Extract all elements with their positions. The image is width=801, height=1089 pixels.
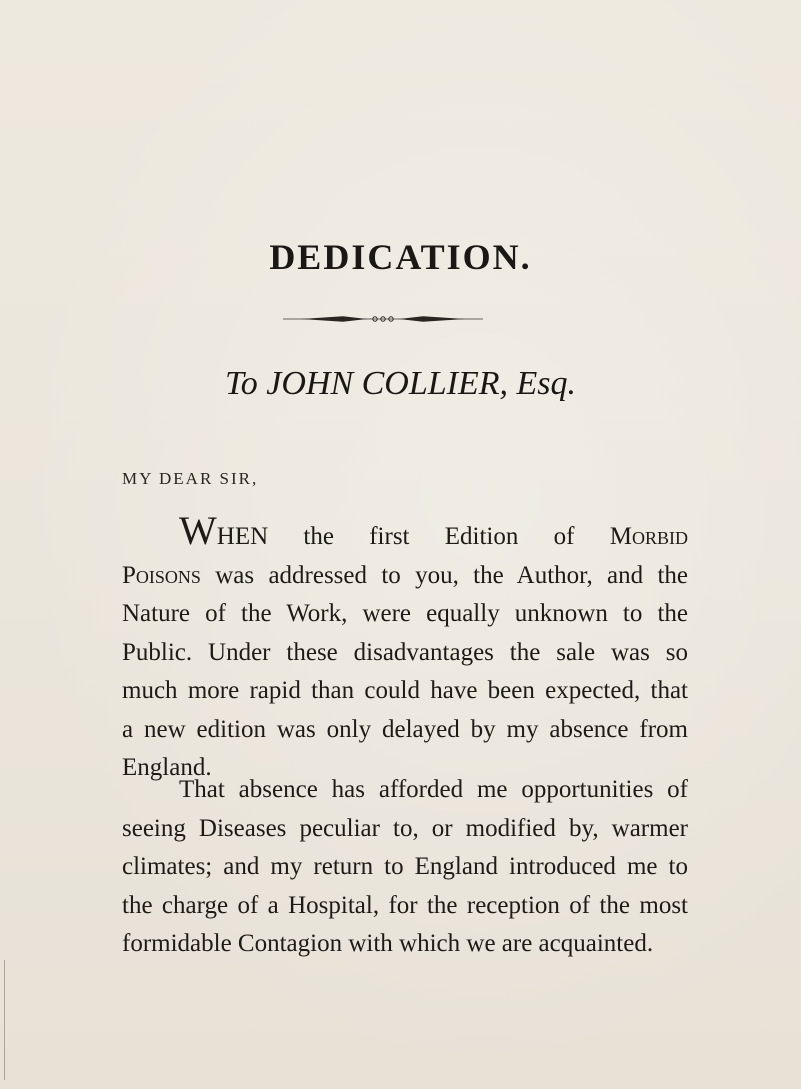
paragraph-2 [122,771,688,964]
paragraph-1-line-1 [122,508,688,557]
paragraph-2-line-3: climates; and my return to England introduced me to [122,853,688,880]
ornamental-rule [283,314,483,324]
small-caps-word: Morbid [609,523,688,550]
paragraph-2-line-1: That absence has afforded me opportunities of [179,776,688,803]
dedication-heading: DEDICATION. [269,237,532,277]
paragraph-1-line-2 [122,557,688,596]
paragraph-1 [122,508,688,788]
paragraph-2-line-5: formidable Contagion with which we are acquainted. [122,930,654,957]
page-edge-line [4,960,5,1080]
line-text: was addressed to you, the Author, and the [200,561,688,589]
paragraph-1-line-3: Nature of the Work, were equally unknown to the [122,600,688,627]
paragraph-1-line-4: Public. Under these disadvantages the sale was so [122,638,688,666]
dedicatee-line: To JOHN COLLIER, Esq. [224,365,577,402]
salutation: MY DEAR SIR, [122,469,259,488]
small-caps-word: Poisons [122,561,201,589]
paragraph-1-line-6: a new edition was only delayed by my absence from [122,715,688,743]
initial-letter: W [179,508,217,553]
paragraph-2-line-2: seeing Diseases peculiar to, or modified by, warmer [122,814,688,842]
paragraph-1-line-5: much more rapid than could have been expected, that [122,677,688,704]
paragraph-1-line-7: England. [122,754,212,781]
line-text: HEN the first Edition of [216,523,610,550]
paragraph-2-line-4: the charge of a Hospital, for the reception of the most [122,891,688,919]
